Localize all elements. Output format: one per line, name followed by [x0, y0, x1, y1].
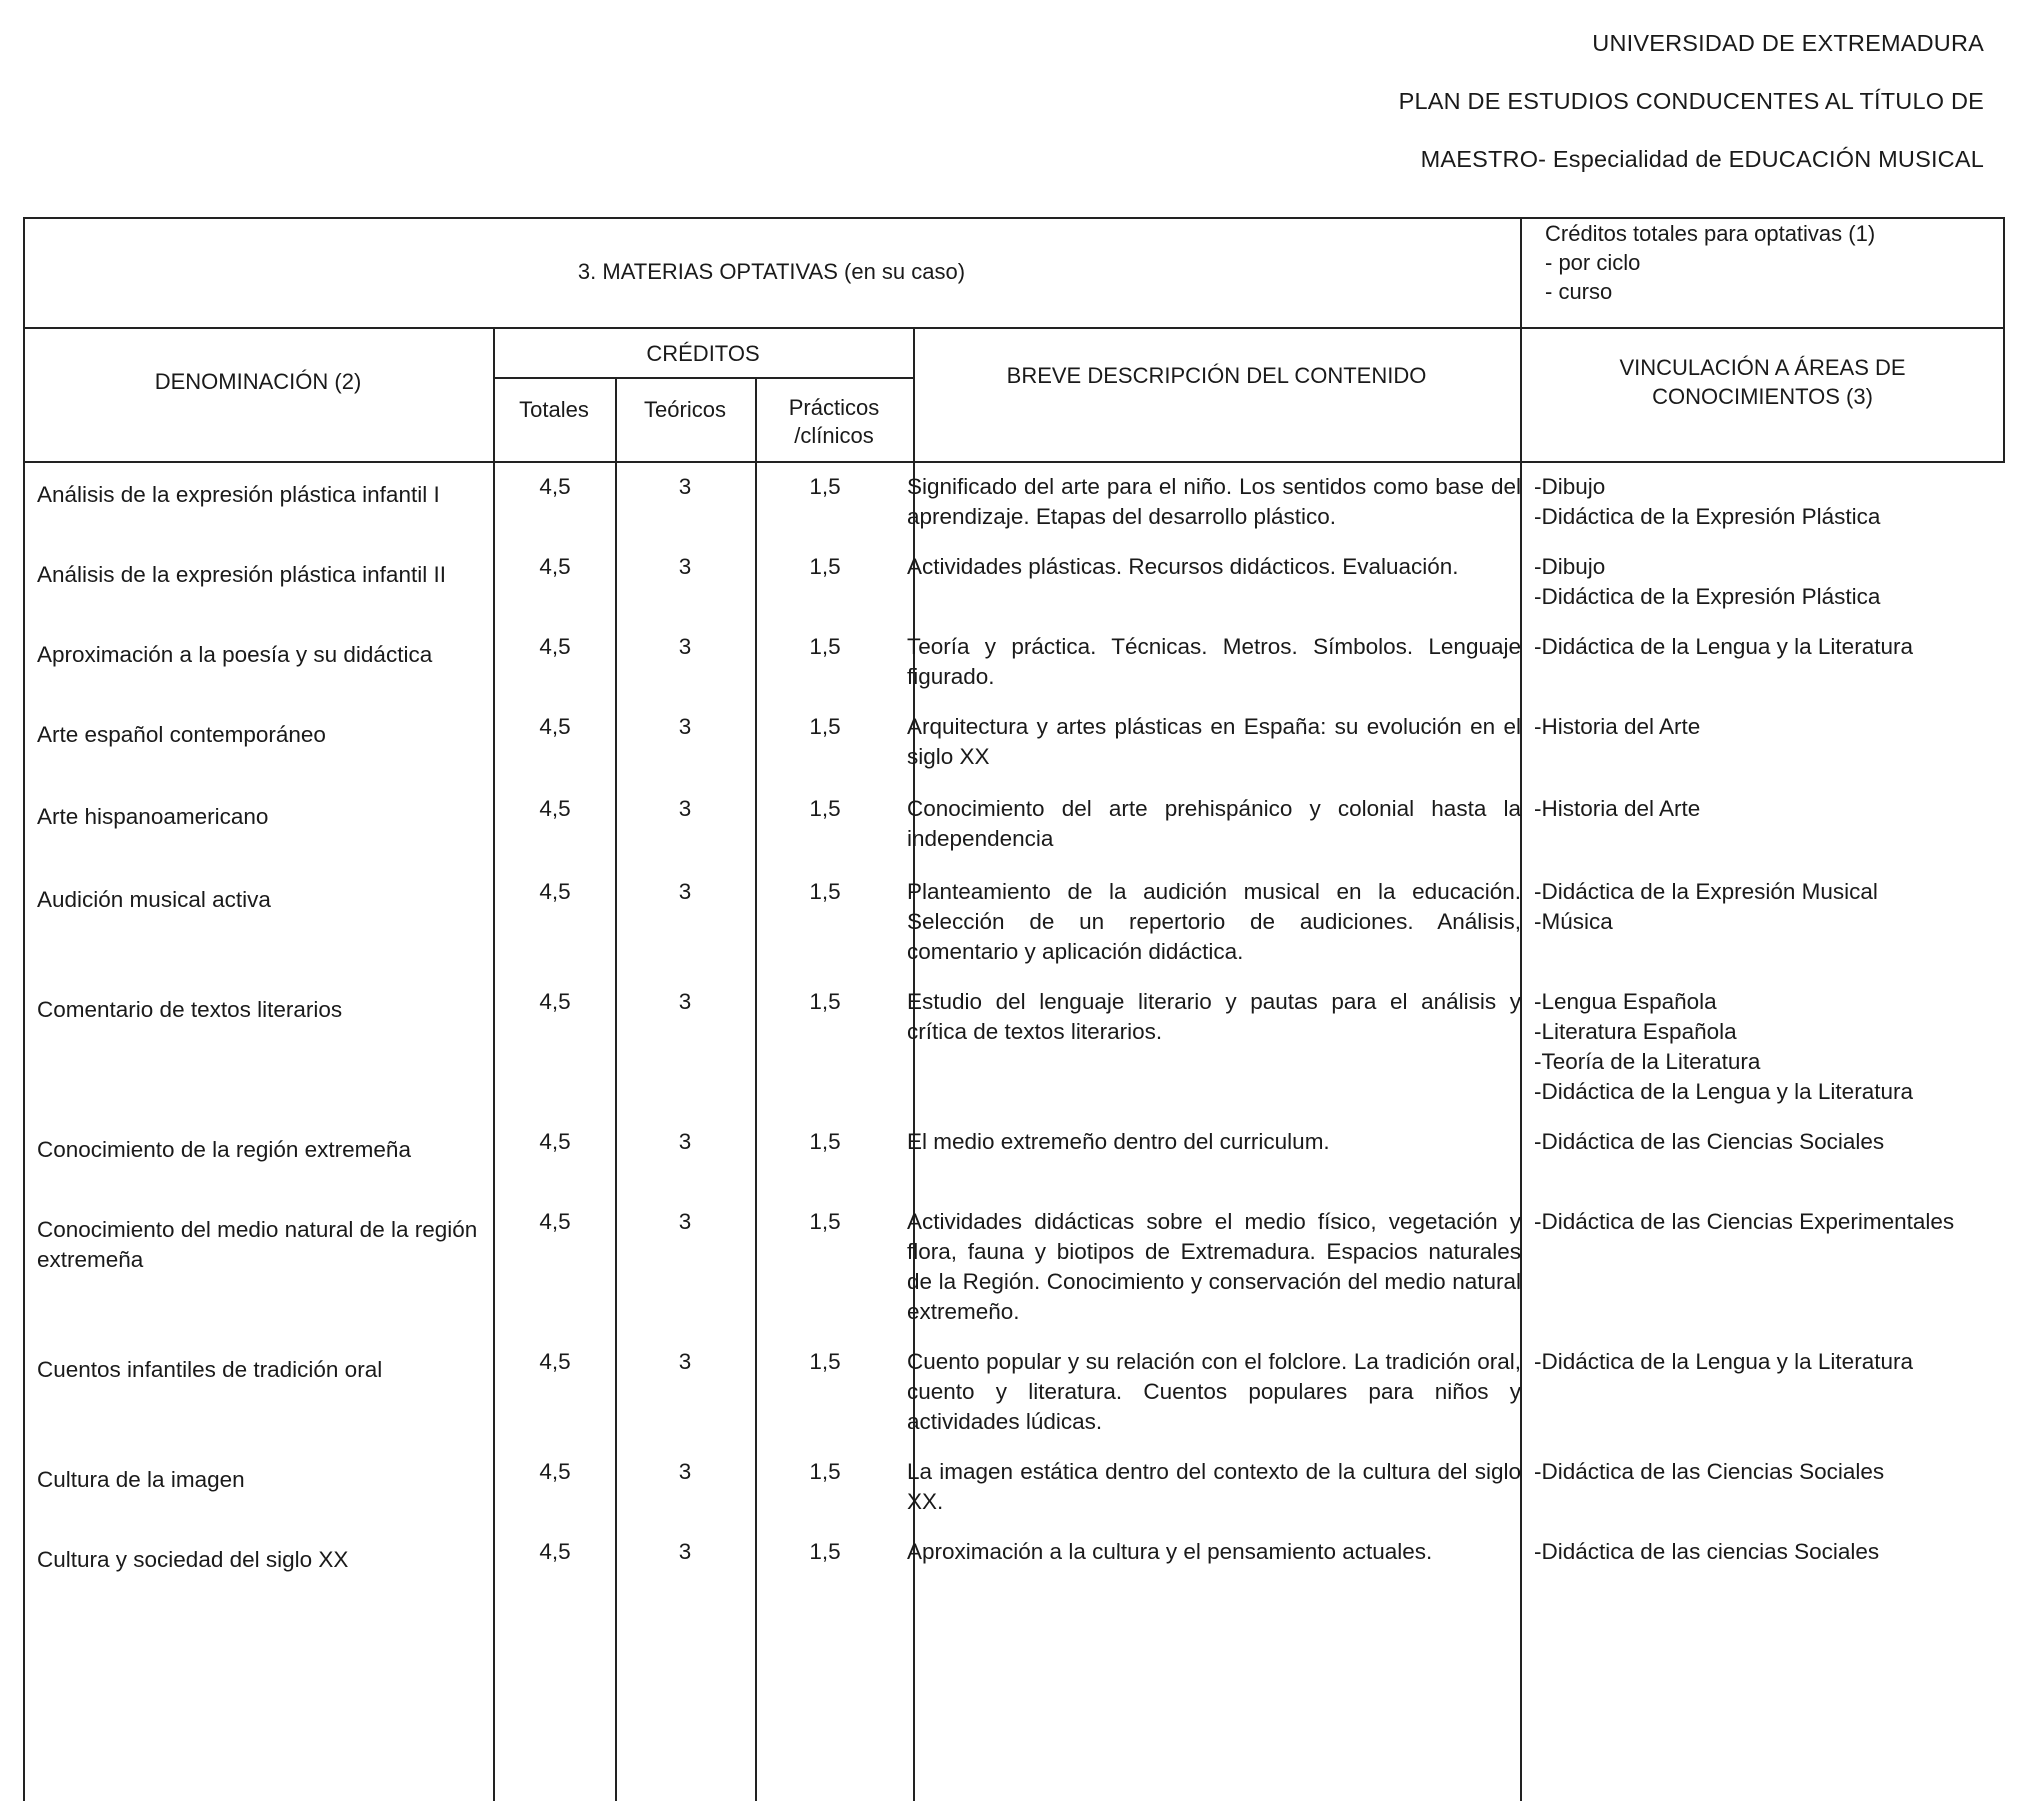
knowledge-areas [1534, 877, 2004, 937]
knowledge-area: -Didáctica de la Lengua y la Literatura [1534, 1349, 1913, 1374]
knowledge-areas [1534, 552, 2004, 612]
university-name: UNIVERSIDAD DE EXTREMADURA [1592, 30, 1984, 56]
subject-description: Estudio del lenguaje literario y pautas para el análisis y crítica de textos literarios. [907, 989, 1521, 1044]
subject-name: Cuentos infantiles de tradición oral [37, 1357, 383, 1382]
divider [493, 327, 495, 1801]
subject-description: La imagen estática dentro del contexto de la cultura del siglo XX. [907, 1459, 1521, 1514]
knowledge-area: -Didáctica de la Lengua y la Literatura [1534, 634, 1913, 659]
credits-practice: 1,5 [809, 989, 841, 1014]
col-teoricos: Teóricos [644, 397, 726, 422]
credits-note-line: - por ciclo [1545, 250, 1641, 275]
knowledge-areas [1534, 1127, 2004, 1157]
col-descripcion: BREVE DESCRIPCIÓN DEL CONTENIDO [1006, 363, 1427, 388]
credits-theory: 3 [678, 1129, 692, 1154]
subject-name: Cultura y sociedad del siglo XX [37, 1547, 349, 1572]
credits-total: 4,5 [539, 714, 571, 739]
credits-practice: 1,5 [809, 1209, 841, 1234]
knowledge-area: -Didáctica de la Lengua y la Literatura [1534, 1079, 1913, 1104]
credits-theory: 3 [678, 554, 692, 579]
credits-theory: 3 [678, 1459, 692, 1484]
knowledge-area: -Didáctica de las ciencias Sociales [1534, 1539, 1880, 1564]
knowledge-area: -Dibujo [1534, 474, 1606, 499]
divider [755, 377, 757, 1801]
knowledge-areas [1534, 472, 2004, 532]
subject-description: El medio extremeño dentro del curriculum. [907, 1129, 1330, 1154]
credits-theory: 3 [678, 714, 692, 739]
credits-total: 4,5 [539, 796, 571, 821]
subject-description: Significado del arte para el niño. Los sentidos como base del aprendizaje. Etapas del desarrollo plástico. [907, 474, 1521, 529]
credits-theory: 3 [678, 1539, 692, 1564]
credits-total: 4,5 [539, 1459, 571, 1484]
subject-name: Cultura de la imagen [37, 1467, 245, 1492]
knowledge-area: -Teoría de la Literatura [1534, 1049, 1761, 1074]
subject-name: Audición musical activa [37, 887, 271, 912]
credits-total: 4,5 [539, 474, 571, 499]
knowledge-area: -Didáctica de las Ciencias Experimentales [1534, 1209, 1955, 1234]
col-creditos: CRÉDITOS [646, 341, 760, 366]
credits-total: 4,5 [539, 879, 571, 904]
divider [1520, 217, 1522, 329]
col-vinculacion-2: CONOCIMIENTOS (3) [1652, 384, 1873, 409]
knowledge-areas [1534, 712, 2004, 742]
divider [913, 327, 915, 1801]
section-title: 3. MATERIAS OPTATIVAS (en su caso) [577, 259, 966, 284]
divider [23, 463, 25, 1801]
credits-note-line: Créditos totales para optativas (1) [1545, 221, 1876, 246]
divider [493, 377, 913, 379]
knowledge-area: -Dibujo [1534, 554, 1606, 579]
credits-practice: 1,5 [809, 1539, 841, 1564]
knowledge-area: -Literatura Española [1534, 1019, 1737, 1044]
subject-description: Actividades plásticas. Recursos didácticos. Evaluación. [907, 554, 1459, 579]
credits-total: 4,5 [539, 1539, 571, 1564]
knowledge-areas [1534, 632, 2004, 662]
knowledge-areas [1534, 1207, 2004, 1237]
plan-title-line2: MAESTRO- Especialidad de EDUCACIÓN MUSICAL [1420, 146, 1984, 172]
plan-title-line1: PLAN DE ESTUDIOS CONDUCENTES AL TÍTULO DE [1398, 88, 1984, 114]
knowledge-area: -Didáctica de la Expresión Plástica [1534, 584, 1881, 609]
knowledge-areas [1534, 1537, 2004, 1567]
credits-total: 4,5 [539, 989, 571, 1014]
subject-name: Comentario de textos literarios [37, 997, 343, 1022]
subject-description: Teoría y práctica. Técnicas. Metros. Símbolos. Lenguaje figurado. [907, 634, 1521, 689]
credits-practice: 1,5 [809, 474, 841, 499]
subject-name: Análisis de la expresión plástica infantil II [37, 562, 446, 587]
knowledge-areas [1534, 1457, 2004, 1487]
subject-description: Planteamiento de la audición musical en la educación. Selección de un repertorio de audiciones. Análisis, comentario y aplicación didáctica. [907, 879, 1521, 964]
credits-practice: 1,5 [809, 1459, 841, 1484]
knowledge-areas [1534, 987, 2004, 1107]
credits-practice: 1,5 [809, 714, 841, 739]
subject-description: Aproximación a la cultura y el pensamiento actuales. [907, 1539, 1433, 1564]
knowledge-area: -Didáctica de la Expresión Musical [1534, 879, 1878, 904]
credits-practice: 1,5 [809, 879, 841, 904]
subject-name: Conocimiento del medio natural de la región extremeña [37, 1217, 478, 1272]
credits-note-line: - curso [1545, 279, 1613, 304]
col-denominacion: DENOMINACIÓN (2) [154, 369, 362, 394]
credits-total: 4,5 [539, 1349, 571, 1374]
knowledge-area: -Didáctica de las Ciencias Sociales [1534, 1459, 1885, 1484]
knowledge-area: -Didáctica de las Ciencias Sociales [1534, 1129, 1885, 1154]
subject-description: Cuento popular y su relación con el folclore. La tradición oral, cuento y literatura. Cuentos populares para niños y actividades lúdicas. [907, 1349, 1521, 1434]
subject-name: Arte hispanoamericano [37, 804, 269, 829]
credits-total: 4,5 [539, 1209, 571, 1234]
credits-practice: 1,5 [809, 796, 841, 821]
knowledge-area: -Lengua Española [1534, 989, 1717, 1014]
divider [615, 377, 617, 1801]
knowledge-area: -Historia del Arte [1534, 796, 1701, 821]
knowledge-areas [1534, 1347, 2004, 1377]
subject-name: Análisis de la expresión plástica infantil I [37, 482, 440, 507]
credits-practice: 1,5 [809, 1349, 841, 1374]
subject-description: Conocimiento del arte prehispánico y colonial hasta la independencia [907, 796, 1521, 851]
credits-note [1545, 219, 1875, 306]
credits-theory: 3 [678, 989, 692, 1014]
knowledge-area: -Didáctica de la Expresión Plástica [1534, 504, 1881, 529]
credits-practice: 1,5 [809, 634, 841, 659]
knowledge-areas [1534, 794, 2004, 824]
credits-theory: 3 [678, 796, 692, 821]
credits-total: 4,5 [539, 634, 571, 659]
subject-description: Actividades didácticas sobre el medio físico, vegetación y flora, fauna y biotipos de Extremadura. Espacios naturales de la Región. Conocimiento y conservación del medio natural extremeño. [907, 1209, 1521, 1324]
credits-theory: 3 [678, 879, 692, 904]
subject-name: Arte español contemporáneo [37, 722, 326, 747]
col-practicos-2: /clínicos [794, 423, 874, 448]
col-vinculacion: VINCULACIÓN A ÁREAS DE [1619, 355, 1906, 380]
knowledge-area: -Música [1534, 909, 1613, 934]
col-totales: Totales [519, 397, 589, 422]
credits-theory: 3 [678, 634, 692, 659]
col-practicos: Prácticos [788, 395, 880, 420]
subject-name: Conocimiento de la región extremeña [37, 1137, 411, 1162]
credits-practice: 1,5 [809, 1129, 841, 1154]
credits-theory: 3 [678, 1349, 692, 1374]
credits-practice: 1,5 [809, 554, 841, 579]
credits-total: 4,5 [539, 554, 571, 579]
subject-description: Arquitectura y artes plásticas en España: su evolución en el siglo XX [907, 714, 1521, 769]
credits-total: 4,5 [539, 1129, 571, 1154]
credits-theory: 3 [678, 474, 692, 499]
credits-theory: 3 [678, 1209, 692, 1234]
subject-name: Aproximación a la poesía y su didáctica [37, 642, 433, 667]
divider [1520, 327, 1522, 1801]
knowledge-area: -Historia del Arte [1534, 714, 1701, 739]
